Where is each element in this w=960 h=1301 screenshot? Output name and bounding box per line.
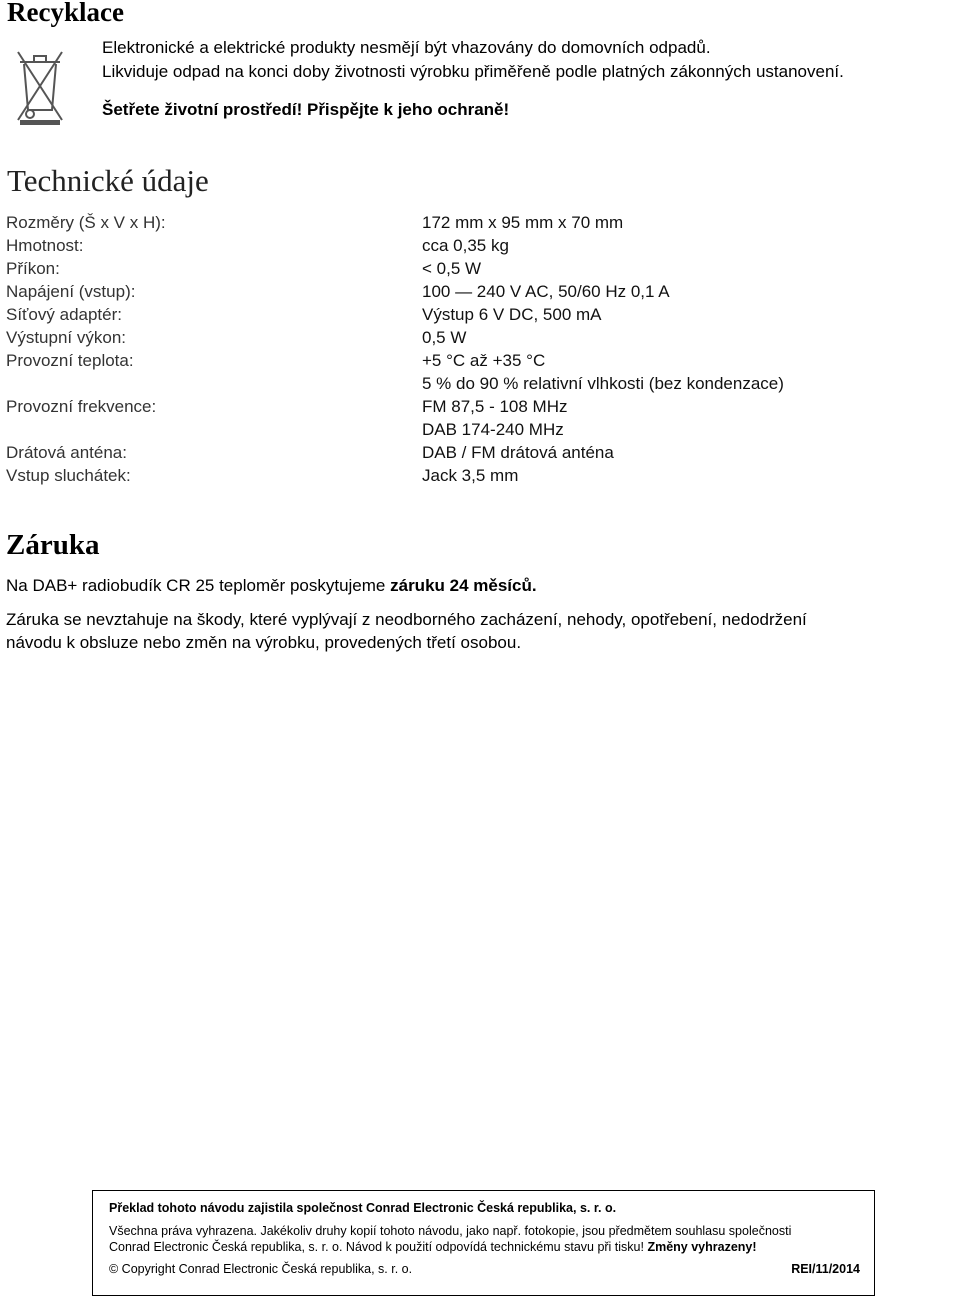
spec-value: 0,5 W [422, 328, 467, 347]
warranty-statement [6, 576, 537, 596]
footer-rights-line [109, 1240, 757, 1254]
footer-box [92, 1190, 875, 1296]
warranty-heading: Záruka [6, 529, 100, 561]
warranty-exclusion-line: Záruka se nevztahuje na škody, které vyplývají z neodborného zacházení, nehody, opotřebení, nedodržení [6, 610, 807, 629]
spec-value: DAB / FM drátová anténa [422, 443, 614, 462]
specs-heading: Technické údaje [7, 163, 209, 198]
spec-value: Výstup 6 V DC, 500 mA [422, 305, 602, 324]
spec-value: Jack 3,5 mm [422, 466, 519, 485]
spec-label: Drátová anténa: [6, 443, 127, 462]
recycling-appeal: Šetřete životní prostředí! Přispějte k jeho ochraně! [102, 100, 510, 119]
footer-translation-note: Překlad tohoto návodu zajistila společnost Conrad Electronic Česká republika, s. r. o. [109, 1201, 617, 1215]
spec-value: 5 % do 90 % relativní vlhkosti (bez kondenzace) [422, 374, 784, 393]
footer-rights-line: Všechna práva vyhrazena. Jakékoliv druhy kopií tohoto návodu, jako např. fotokopie, jsou předmětem souhlasu společnosti [109, 1224, 792, 1238]
spec-label: Příkon: [6, 259, 60, 278]
recycling-heading: Recyklace [7, 0, 124, 27]
spec-value: +5 °C až +35 °C [422, 351, 546, 370]
spec-label: Vstup sluchátek: [6, 466, 131, 485]
spec-value: DAB 174-240 MHz [422, 420, 564, 439]
warranty-period: záruku 24 měsíců. [390, 576, 537, 595]
spec-value: cca 0,35 kg [422, 236, 509, 255]
footer-document-code: REI/11/2014 [791, 1262, 860, 1276]
recycling-text-line: Elektronické a elektrické produkty nesmějí být vhazovány do domovních odpadů. [102, 38, 711, 57]
spec-label: Napájení (vstup): [6, 282, 136, 301]
spec-label: Rozměry (Š x V x H): [6, 213, 166, 232]
recycling-text-line: Likviduje odpad na konci doby životnosti výrobku přiměřeně podle platných zákonných ustanovení. [102, 62, 844, 81]
footer-copyright: © Copyright Conrad Electronic Česká republika, s. r. o. [109, 1262, 413, 1276]
spec-label: Hmotnost: [6, 236, 84, 255]
spec-value: 100 — 240 V AC, 50/60 Hz 0,1 A [422, 282, 670, 301]
warranty-statement-text: Na DAB+ radiobudík CR 25 teploměr poskytujeme [6, 576, 391, 595]
spec-value: < 0,5 W [422, 259, 482, 278]
footer-changes-reserved: Změny vyhrazeny! [647, 1240, 757, 1254]
spec-label: Provozní teplota: [6, 351, 134, 370]
warranty-exclusion-line: návodu k obsluze nebo změn na výrobku, provedených třetí osobou. [6, 633, 522, 652]
spec-label: Provozní frekvence: [6, 397, 157, 416]
footer-rights-text: Conrad Electronic Česká republika, s. r. o. Návod k použití odpovídá technickému stavu při tisku! [109, 1240, 648, 1254]
spec-label: Síťový adaptér: [6, 305, 122, 324]
crossed-out-wheelie-bin-icon [14, 44, 66, 126]
spec-value: 172 mm x 95 mm x 70 mm [422, 213, 624, 232]
spec-label: Výstupní výkon: [6, 328, 127, 347]
spec-value: FM 87,5 - 108 MHz [422, 397, 568, 416]
